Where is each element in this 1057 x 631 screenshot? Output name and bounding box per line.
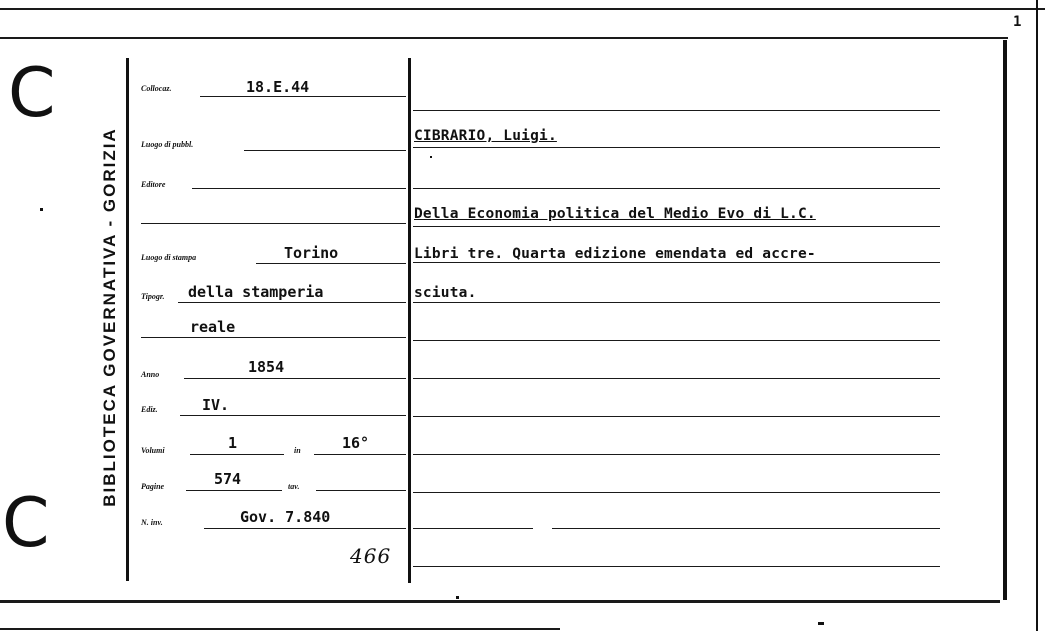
pagine-line xyxy=(186,490,282,491)
tav-line xyxy=(316,490,406,491)
right-rule-1 xyxy=(413,110,940,111)
volumi-in-label: in xyxy=(294,446,301,455)
anno-label: Anno xyxy=(141,370,160,379)
anno-value: 1854 xyxy=(248,358,285,376)
right-rule-6 xyxy=(413,302,940,303)
right-rule-12 xyxy=(413,528,533,529)
right-rule-7 xyxy=(413,340,940,341)
collocazione-line xyxy=(200,96,406,97)
right-card-edge xyxy=(1003,40,1007,600)
right-scan-edge xyxy=(1036,0,1038,631)
left-column-rule xyxy=(126,58,129,581)
center-column-rule xyxy=(408,58,411,583)
speck xyxy=(430,156,432,158)
speck xyxy=(818,622,824,625)
right-rule-4 xyxy=(413,226,940,227)
editore-line xyxy=(192,188,406,189)
right-rule-11 xyxy=(413,492,940,493)
title-line-3: sciuta. xyxy=(414,285,477,301)
library-stamp: BIBLIOTECA GOVERNATIVA - GORIZIA xyxy=(100,127,119,507)
edizione-label: Ediz. xyxy=(141,405,158,414)
right-rule-9 xyxy=(413,416,940,417)
inventario-label: N. inv. xyxy=(141,518,163,527)
right-rule-3 xyxy=(413,188,940,189)
inventario-value: Gov. 7.840 xyxy=(240,508,331,526)
collocazione-value: 18.E.44 xyxy=(246,78,310,96)
tipografia-value-line1: della stamperia xyxy=(188,283,324,301)
blank-line-1 xyxy=(141,223,406,224)
title-line-2: Libri tre. Quarta edizione emendata ed accre- xyxy=(414,246,816,262)
volumi-label: Volumi xyxy=(141,446,165,455)
luogo-pubbl-line xyxy=(244,150,406,151)
luogo-stampa-line xyxy=(256,263,406,264)
tav-label: tav. xyxy=(288,482,300,491)
right-rule-12b xyxy=(552,528,940,529)
tipografia-line-2 xyxy=(141,337,406,338)
inventario-line xyxy=(204,528,406,529)
bottom-border xyxy=(0,600,1000,603)
right-rule-2 xyxy=(413,147,940,148)
formato-value: 16° xyxy=(342,434,370,452)
volumi-value: 1 xyxy=(228,434,238,452)
bottom-border-lower xyxy=(0,628,560,630)
volumi-line xyxy=(190,454,284,455)
pagine-label: Pagine xyxy=(141,482,165,491)
formato-line xyxy=(314,454,406,455)
tipografia-value-line2: reale xyxy=(190,318,236,336)
tipografia-label: Tipogr. xyxy=(141,292,165,301)
anno-line xyxy=(184,378,406,379)
author-heading: CIBRARIO, Luigi. xyxy=(414,128,557,144)
right-rule-13 xyxy=(413,566,940,567)
tipografia-line xyxy=(178,302,406,303)
speck xyxy=(40,208,43,211)
top-border xyxy=(0,8,1045,10)
edizione-value: IV. xyxy=(202,396,230,414)
right-rule-10 xyxy=(413,454,940,455)
editore-label: Editore xyxy=(141,180,166,189)
right-rule-8 xyxy=(413,378,940,379)
luogo-stampa-label: Luogo di stampa xyxy=(141,253,197,262)
luogo-stampa-value: Torino xyxy=(284,244,339,262)
title-line-1: Della Economia politica del Medio Evo di L.C. xyxy=(414,206,816,222)
speck xyxy=(456,596,459,599)
binder-hole-bottom-icon: C xyxy=(2,484,50,563)
pagine-value: 574 xyxy=(214,470,242,488)
collocazione-label: Collocaz. xyxy=(141,84,172,93)
right-rule-5 xyxy=(413,262,940,263)
corner-mark: 1 xyxy=(1013,14,1022,30)
edizione-line xyxy=(180,415,406,416)
top-border-inner xyxy=(0,37,1008,39)
binder-hole-top-icon: C xyxy=(8,54,56,133)
handwritten-number: 466 xyxy=(350,544,392,568)
luogo-pubbl-label: Luogo di pubbl. xyxy=(141,140,194,149)
